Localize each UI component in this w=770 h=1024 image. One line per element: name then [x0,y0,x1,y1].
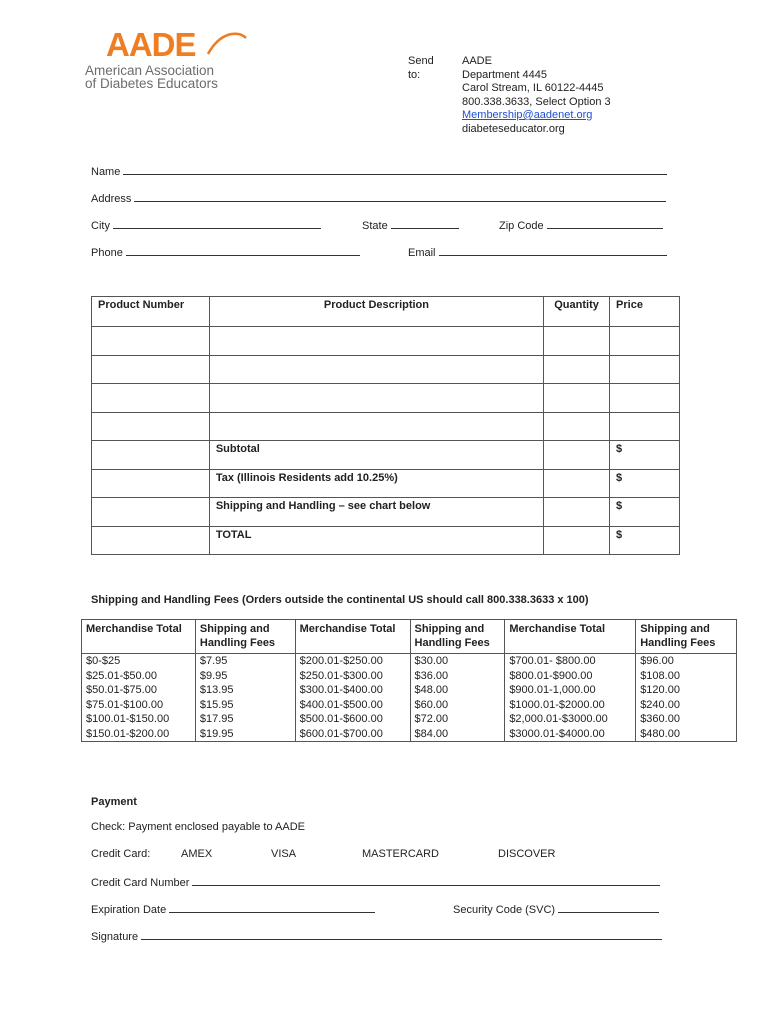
aade-logo [82,26,242,96]
cell: $25.01-$50.00 [82,669,196,684]
logo-line-2: of Diabetes Educators [85,76,218,91]
credit-card-label: Credit Card: [91,848,151,860]
tax-row [92,469,680,498]
cell: $500.01-$600.00 [295,712,410,727]
cell: $800.01-$900.00 [505,669,636,684]
expiration-line[interactable] [169,902,375,913]
col-header: Product Number [92,297,210,327]
cell: $7.95 [195,654,295,669]
logo-line-1: American Association [85,63,215,78]
price-cell[interactable] [610,355,680,384]
total-amount[interactable]: $ [610,526,680,555]
shipping-label: Shipping and Handling – see chart below [209,498,543,527]
subtotal-row [92,441,680,470]
cell: $150.01-$200.00 [82,727,196,742]
cell: $100.01-$150.00 [82,712,196,727]
total-label: TOTAL [209,526,543,555]
membership-email-link[interactable]: Membership@aadenet.org [462,109,593,121]
zip-label: Zip Code [499,220,544,232]
signature-label: Signature [91,931,139,943]
cell: $600.01-$700.00 [295,727,410,742]
cell: $50.01-$75.00 [82,683,196,698]
product-number-cell[interactable] [92,384,210,413]
address-line[interactable] [134,191,666,202]
product-number-cell[interactable] [92,355,210,384]
email-label: Email [408,247,436,259]
table-row [92,412,680,441]
table-row [82,712,737,727]
col-header: Product Description [209,297,543,327]
quantity-cell[interactable] [544,412,610,441]
cell: $240.00 [636,698,737,713]
cell: $48.00 [410,683,505,698]
state-field[interactable] [362,218,459,232]
product-description-cell[interactable] [209,412,543,441]
quantity-cell[interactable] [544,355,610,384]
shipping-header-row [82,620,737,654]
table-row [82,698,737,713]
website-text: diabeteseducator.org [462,122,565,135]
cell: $250.01-$300.00 [295,669,410,684]
table-row [92,384,680,413]
card-number-label: Credit Card Number [91,877,190,889]
expiration-field[interactable] [91,902,375,916]
phone-field[interactable] [91,245,360,259]
shipping-amount[interactable]: $ [610,498,680,527]
cell: $2,000.01-$3000.00 [505,712,636,727]
card-number-field[interactable] [91,875,660,889]
send-to-line: 800.338.3633, Select Option 3 [462,95,611,108]
shipping-row [92,498,680,527]
price-cell[interactable] [610,412,680,441]
address-label: Address [91,193,132,205]
city-label: City [91,220,110,232]
send-to-line: AADE [462,55,492,67]
cell: $1000.01-$2000.00 [505,698,636,713]
cell: $19.95 [195,727,295,742]
col-header: Shipping and Handling Fees [636,620,737,654]
col-header: Shipping and Handling Fees [195,620,295,654]
card-number-line[interactable] [192,875,660,886]
cell: $96.00 [636,654,737,669]
product-description-cell[interactable] [209,327,543,356]
state-label: State [362,220,388,232]
city-line[interactable] [113,218,321,229]
product-number-cell[interactable] [92,327,210,356]
cell: $400.01-$500.00 [295,698,410,713]
cell: $120.00 [636,683,737,698]
send-to-line: Department 4445 [462,68,547,81]
table-header-row [92,297,680,327]
cell: $15.95 [195,698,295,713]
cell: $700.01- $800.00 [505,654,636,669]
product-description-cell[interactable] [209,355,543,384]
cell: $480.00 [636,727,737,742]
security-code-line[interactable] [558,902,659,913]
security-code-field[interactable] [453,902,659,916]
table-row [82,669,737,684]
product-number-cell[interactable] [92,412,210,441]
price-cell[interactable] [610,327,680,356]
amex-option[interactable]: AMEX [181,848,213,860]
tax-amount[interactable]: $ [610,469,680,498]
table-row [82,683,737,698]
expiration-label: Expiration Date [91,904,167,916]
cell: $3000.01-$4000.00 [505,727,636,742]
cell: $900.01-1,000.00 [505,683,636,698]
security-code-label: Security Code (SVC) [453,904,556,916]
name-field[interactable] [91,164,667,178]
cell: $108.00 [636,669,737,684]
cell: $13.95 [195,683,295,698]
email-line[interactable] [439,245,667,256]
send-to-line: Carol Stream, IL 60122-4445 [462,82,604,94]
tax-label: Tax (Illinois Residents add 10.25%) [209,469,543,498]
cell: $30.00 [410,654,505,669]
cell: $84.00 [410,727,505,742]
shipping-fees-table [81,619,737,742]
col-header: Price [610,297,680,327]
quantity-cell[interactable] [544,384,610,413]
product-description-cell[interactable] [209,384,543,413]
cell: $75.01-$100.00 [82,698,196,713]
phone-line[interactable] [126,245,360,256]
cell: $9.95 [195,669,295,684]
cell: $200.01-$250.00 [295,654,410,669]
logo-mark: AADE [106,26,196,63]
product-order-table [91,296,680,555]
subtotal-amount[interactable]: $ [610,441,680,470]
table-row [92,355,680,384]
visa-option[interactable]: VISA [271,848,297,860]
mastercard-option[interactable]: MASTERCARD [362,848,440,860]
name-label: Name [91,166,121,178]
cell: $60.00 [410,698,505,713]
signature-line[interactable] [141,929,662,940]
discover-option[interactable]: DISCOVER [498,848,556,860]
zip-line[interactable] [547,218,663,229]
phone-label: Phone [91,247,123,259]
table-row [92,327,680,356]
signature-field[interactable] [91,929,662,943]
col-header: Quantity [544,297,610,327]
cell: $17.95 [195,712,295,727]
state-line[interactable] [391,218,459,229]
payment-title: Payment [91,796,137,808]
email-field[interactable] [408,245,667,259]
zip-field[interactable] [499,218,663,232]
logo-arc-icon [200,28,250,58]
check-option[interactable]: Check: Payment enclosed payable to AADE [91,821,306,833]
cell: $72.00 [410,712,505,727]
send-to-label: Send to: [408,55,434,81]
cell: $0-$25 [82,654,196,669]
address-field[interactable] [91,191,666,205]
col-header: Merchandise Total [295,620,410,654]
total-row [92,526,680,555]
price-cell[interactable] [610,384,680,413]
cell: $300.01-$400.00 [295,683,410,698]
table-row [82,727,737,742]
name-line[interactable] [123,164,667,175]
col-header: Merchandise Total [505,620,636,654]
col-header: Shipping and Handling Fees [410,620,505,654]
cell: $360.00 [636,712,737,727]
col-header: Merchandise Total [82,620,196,654]
subtotal-label: Subtotal [209,441,543,470]
quantity-cell[interactable] [544,327,610,356]
table-row [82,654,737,669]
cell: $36.00 [410,669,505,684]
shipping-fees-title: Shipping and Handling Fees (Orders outside the continental US should call 800.338.3633 x 100) [91,594,589,606]
city-field[interactable] [91,218,321,232]
